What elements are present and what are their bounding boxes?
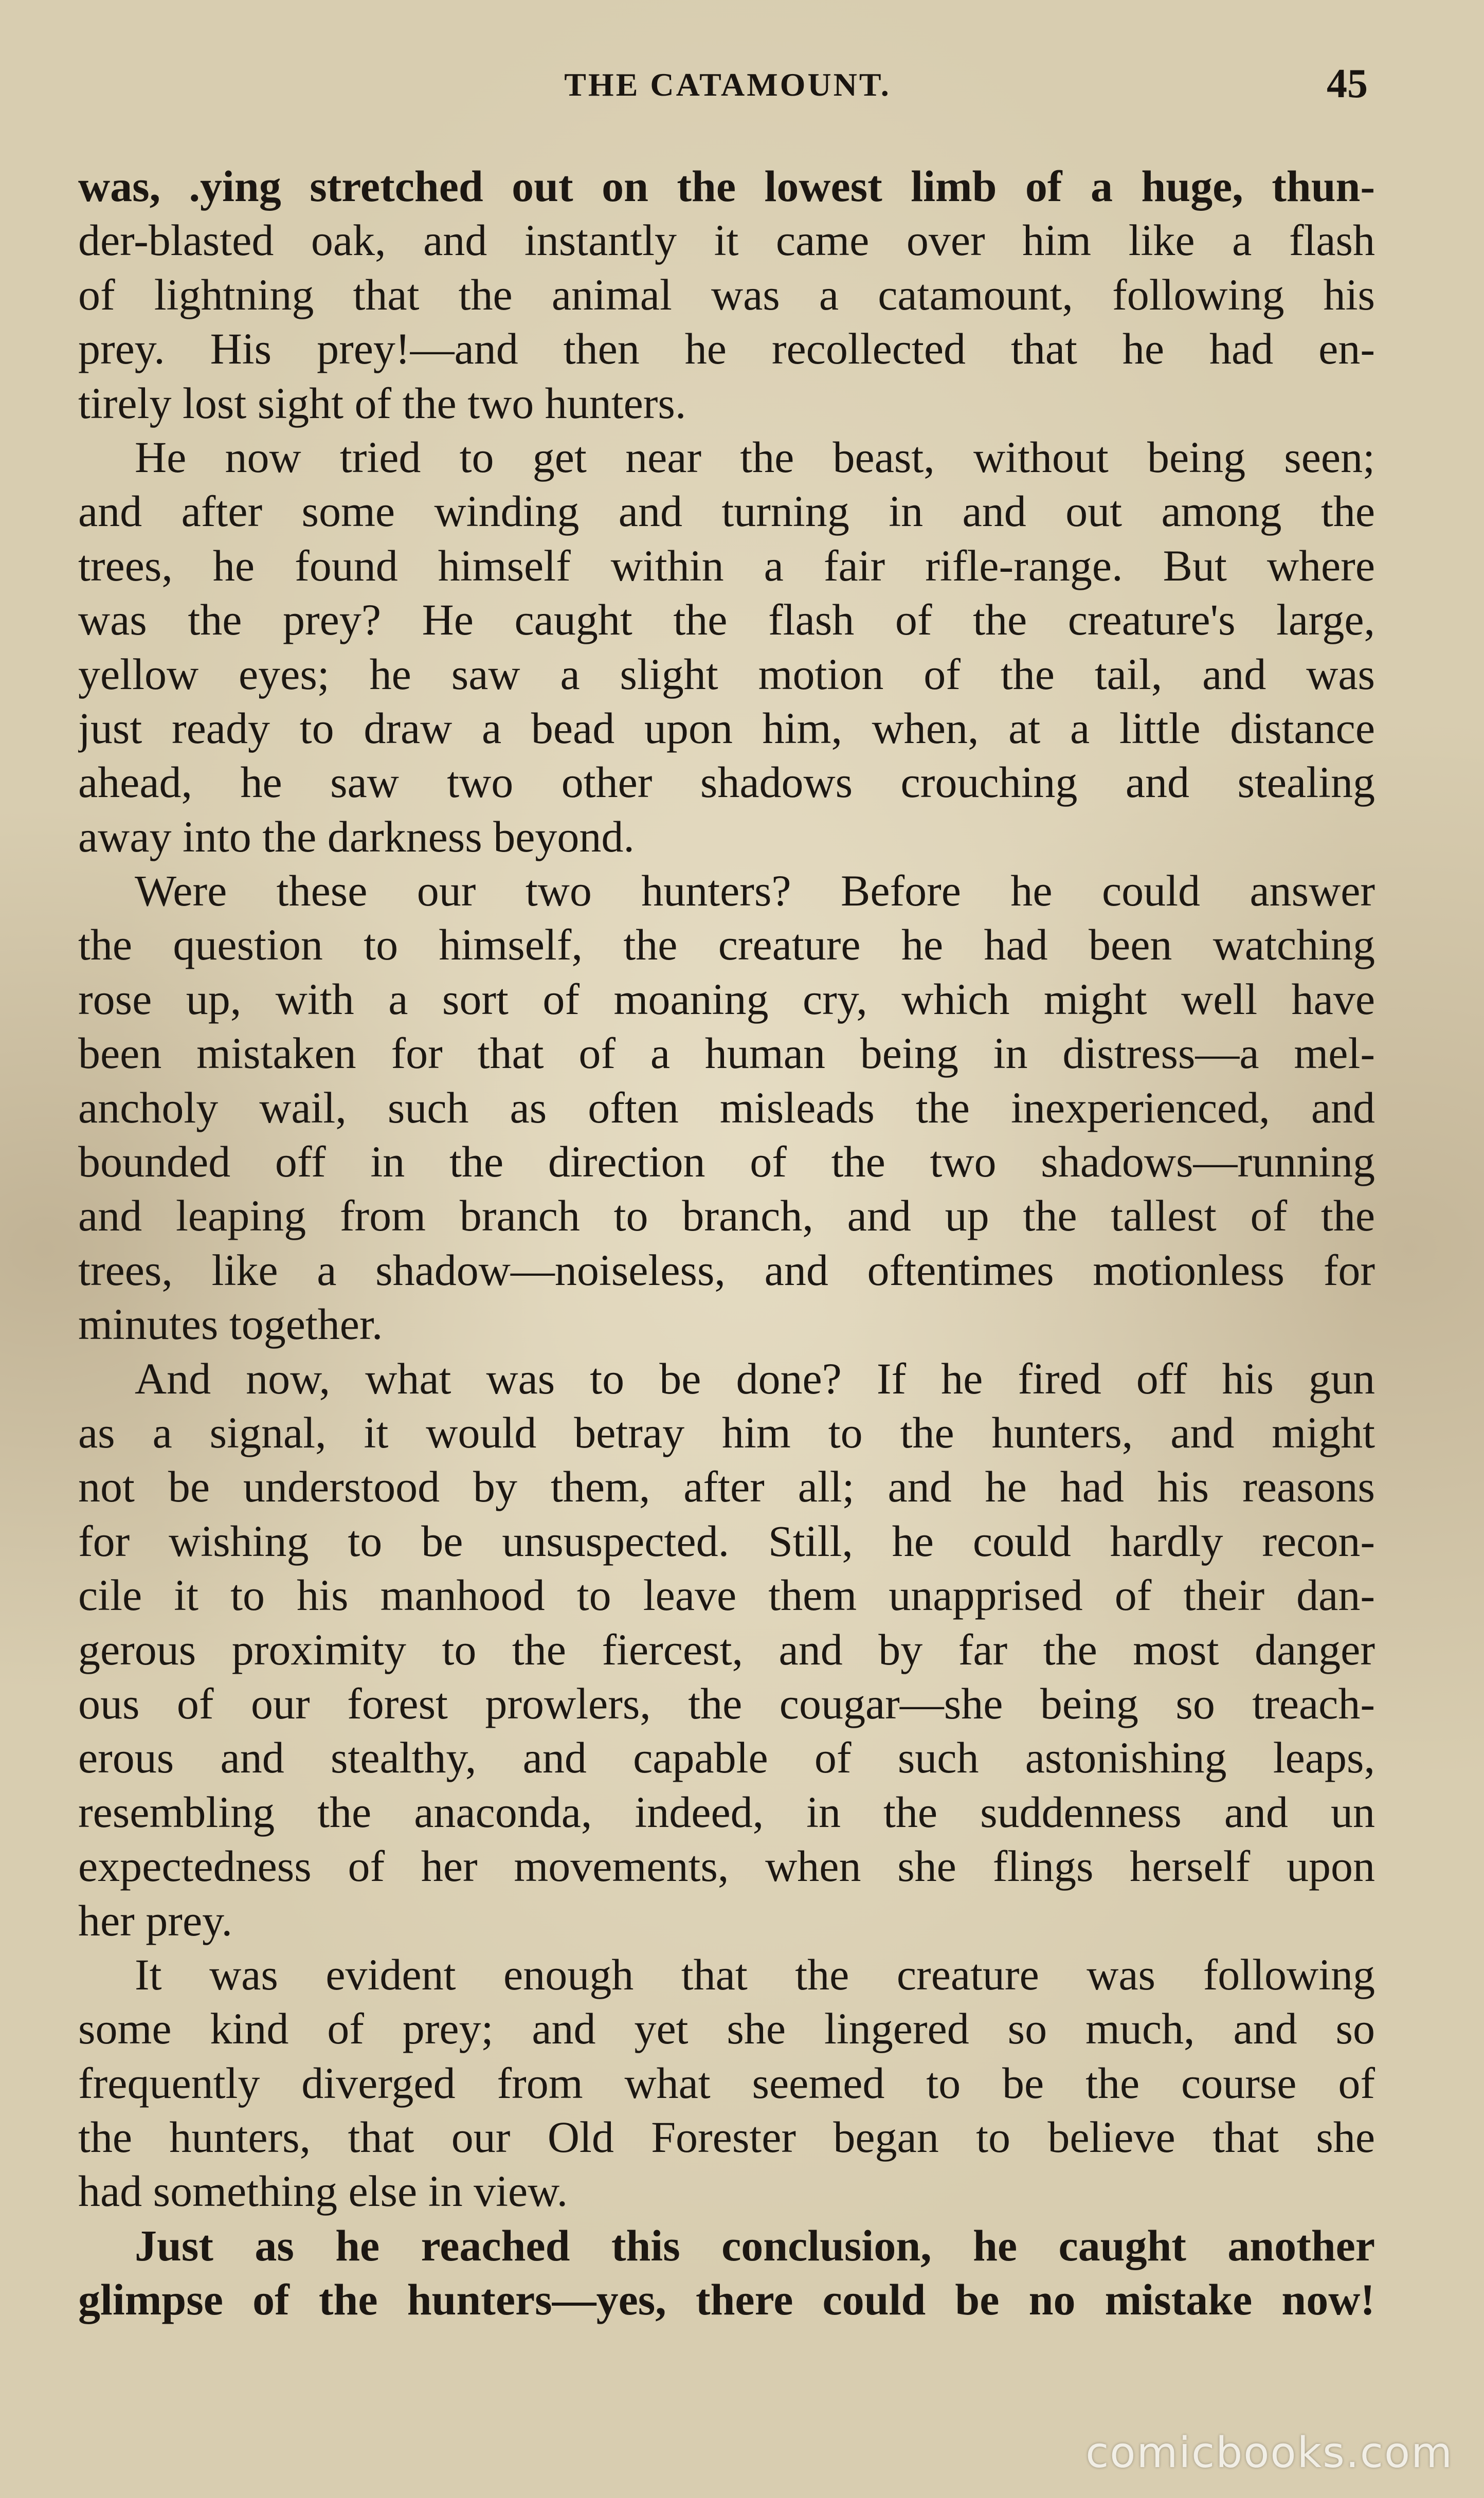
- text-line: some kind of prey; and yet she lingered so much, and so: [78, 2004, 1375, 2054]
- text-line: der-blasted oak, and instantly it came over him like a flash: [78, 215, 1375, 265]
- text-line: and after some winding and turning in and out among the: [78, 486, 1375, 536]
- text-line: Were these our two hunters? Before he could answer: [135, 866, 1375, 916]
- text-line: of lightning that the animal was a catamount, following his: [78, 269, 1375, 319]
- text-line: been mistaken for that of a human being in distress—a mel-: [78, 1028, 1375, 1078]
- text-line: away into the darkness beyond.: [78, 811, 635, 861]
- text-line: trees, like a shadow—noiseless, and oftentimes motionless for: [78, 1245, 1375, 1295]
- text-line: ancholy wail, such as often misleads the inexperienced, and: [78, 1082, 1375, 1132]
- text-line: bounded off in the direction of the two shadows—running: [78, 1137, 1375, 1187]
- text-line: resembling the anaconda, indeed, in the suddenness and un: [78, 1787, 1375, 1837]
- text-line: trees, he found himself within a fair rifle-range. But where: [78, 540, 1375, 590]
- text-line: glimpse of the hunters—yes, there could be no mistake now!: [78, 2275, 1375, 2325]
- text-line: gerous proximity to the fiercest, and by far the most danger: [78, 1624, 1375, 1674]
- text-line: Just as he reached this conclusion, he caught another: [135, 2220, 1375, 2270]
- text-line: expectedness of her movements, when she flings herself upon: [78, 1841, 1375, 1891]
- text-line: minutes together.: [78, 1299, 383, 1349]
- watermark-logo: comicbooks.com: [1085, 2429, 1453, 2477]
- text-line: and leaping from branch to branch, and up the tallest of the: [78, 1191, 1375, 1241]
- text-line: frequently diverged from what seemed to be the course of: [78, 2058, 1375, 2108]
- text-line: the question to himself, the creature he had been watching: [78, 920, 1375, 970]
- text-line: was, .ying stretched out on the lowest limb of a huge, thun-: [78, 161, 1375, 211]
- text-line: as a signal, it would betray him to the hunters, and might: [78, 1407, 1375, 1457]
- text-line: tirely lost sight of the two hunters.: [78, 378, 686, 428]
- page-header: [77, 61, 1378, 117]
- body-text: [78, 159, 1375, 2327]
- text-line: for wishing to be unsuspected. Still, he could hardly recon-: [78, 1516, 1375, 1566]
- text-line: yellow eyes; he saw a slight motion of the tail, and was: [78, 649, 1375, 699]
- text-line: rose up, with a sort of moaning cry, which might well have: [78, 974, 1375, 1024]
- text-line: He now tried to get near the beast, without being seen;: [135, 432, 1375, 482]
- text-line: ous of our forest prowlers, the cougar—she being so treach-: [78, 1678, 1375, 1728]
- text-line: had something else in view.: [78, 2166, 568, 2216]
- text-line: ahead, he saw two other shadows crouching and stealing: [78, 757, 1375, 807]
- text-line: the hunters, that our Old Forester began to believe that she: [78, 2112, 1375, 2162]
- text-line: prey. His prey!—and then he recollected that he had en-: [78, 324, 1375, 374]
- text-line: It was evident enough that the creature was following: [135, 1949, 1375, 1999]
- text-line: cile it to his manhood to leave them unapprised of their dan-: [78, 1570, 1375, 1620]
- text-line: was the prey? He caught the flash of the creature's large,: [78, 595, 1375, 645]
- page-number: 45: [1327, 61, 1368, 106]
- text-line: not be understood by them, after all; and he had his reasons: [78, 1462, 1375, 1512]
- text-line: erous and stealthy, and capable of such astonishing leaps,: [78, 1733, 1375, 1783]
- text-line: And now, what was to be done? If he fired off his gun: [135, 1353, 1375, 1403]
- text-line: her prey.: [78, 1895, 233, 1945]
- running-head: THE CATAMOUNT.: [564, 66, 891, 103]
- text-line: just ready to draw a bead upon him, when, at a little distance: [78, 703, 1375, 753]
